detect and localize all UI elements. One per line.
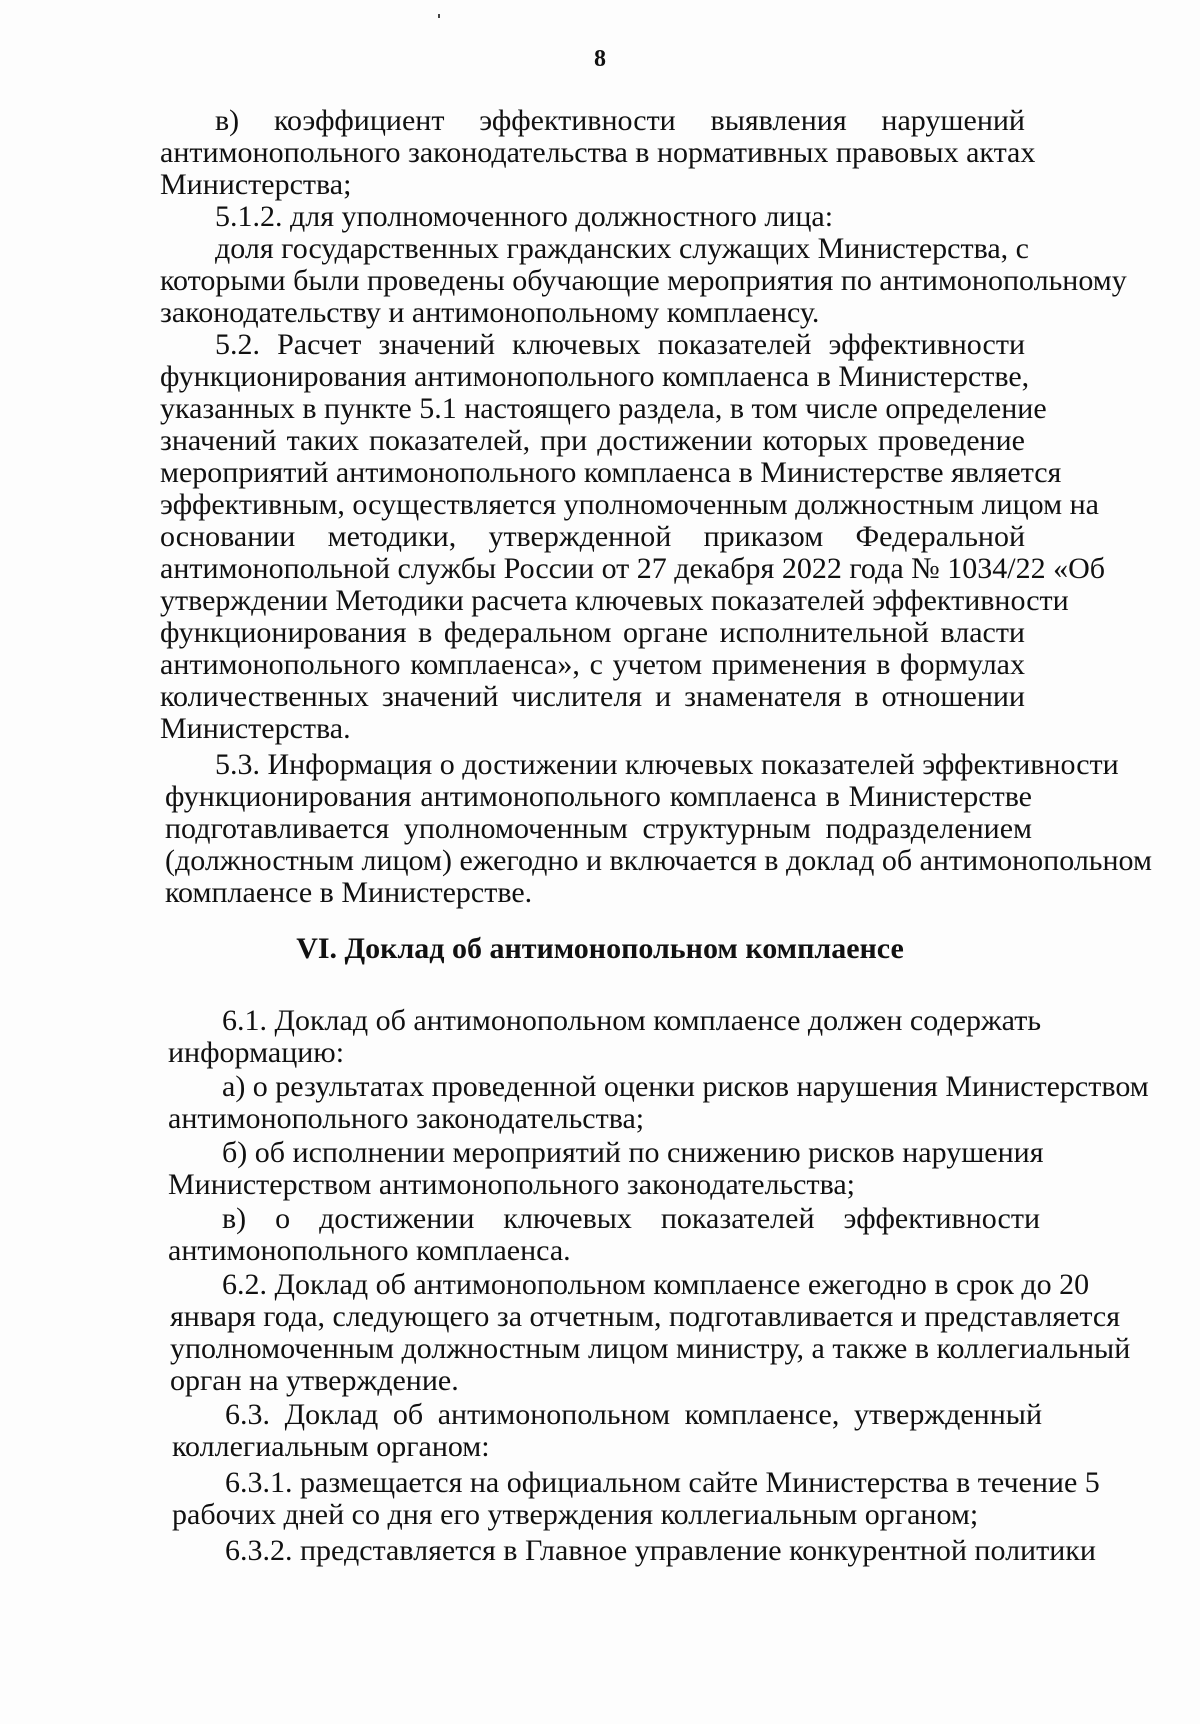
text-line: функционирования антимонопольного комплаенса в Министерстве	[165, 780, 1032, 813]
section-heading: VI. Доклад об антимонопольном комплаенсе	[296, 932, 904, 965]
text-line: 6.2. Доклад об антимонопольном комплаенсе ежегодно в срок до 20	[222, 1268, 1090, 1301]
text-line: орган на утверждение.	[170, 1364, 459, 1397]
text-line: функционирования антимонопольного комплаенса в Министерстве,	[160, 360, 1030, 393]
text-line: Министерством антимонопольного законодательства;	[168, 1168, 856, 1201]
text-line: которыми были проведены обучающие мероприятия по антимонопольному	[160, 264, 1127, 297]
text-line: января года, следующего за отчетным, подготавливается и представляется	[170, 1300, 1120, 1333]
text-line: антимонопольной службы России от 27 декабря 2022 года № 1034/22 «Об	[160, 552, 1106, 585]
text-line: 6.1. Доклад об антимонопольном комплаенсе должен содержать	[222, 1004, 1042, 1037]
text-line: утверждении Методики расчета ключевых показателей эффективности	[160, 584, 1069, 617]
text-line: 5.2. Расчет значений ключевых показателей эффективности	[215, 328, 1025, 361]
text-line: б) об исполнении мероприятий по снижению рисков нарушения	[222, 1136, 1044, 1169]
scan-speck	[438, 14, 440, 18]
text-line: указанных в пункте 5.1 настоящего раздела, в том числе определение	[160, 392, 1047, 425]
text-line: антимонопольного законодательства в нормативных правовых актах	[160, 136, 1036, 169]
text-line: основании методики, утвержденной приказом Федеральной	[160, 520, 1025, 553]
text-line: 5.1.2. для уполномоченного должностного лица:	[215, 200, 834, 233]
text-line: уполномоченным должностным лицом министру, а также в коллегиальный	[170, 1332, 1131, 1365]
text-line: антимонопольного комплаенса.	[168, 1234, 571, 1267]
text-line: в) коэффициент эффективности выявления нарушений	[215, 104, 1025, 137]
text-line: доля государственных гражданских служащих Министерства, с	[215, 232, 1029, 265]
text-line: информацию:	[168, 1036, 345, 1069]
text-line: антимонопольного комплаенса», с учетом применения в формулах	[160, 648, 1025, 681]
text-line: Министерства.	[160, 712, 351, 745]
text-line: Министерства;	[160, 168, 352, 201]
text-line: законодательству и антимонопольному комплаенсу.	[160, 296, 820, 329]
page-number: 8	[594, 46, 606, 72]
text-line: функционирования в федеральном органе исполнительной власти	[160, 616, 1025, 649]
text-line: (должностным лицом) ежегодно и включается в доклад об антимонопольном	[165, 844, 1152, 877]
text-line: значений таких показателей, при достижении которых проведение	[160, 424, 1025, 457]
text-line: в) о достижении ключевых показателей эффективности	[222, 1202, 1040, 1235]
text-line: количественных значений числителя и знаменателя в отношении	[160, 680, 1025, 713]
text-line: комплаенсе в Министерстве.	[165, 876, 533, 909]
text-line: 5.3. Информация о достижении ключевых показателей эффективности	[215, 748, 1119, 781]
text-line: эффективным, осуществляется уполномоченным должностным лицом на	[160, 488, 1099, 521]
text-line: коллегиальным органом:	[172, 1430, 490, 1463]
text-line: 6.3. Доклад об антимонопольном комплаенсе, утвержденный	[225, 1398, 1042, 1431]
text-line: мероприятий антимонопольного комплаенса в Министерстве является	[160, 456, 1062, 489]
text-line: 6.3.2. представляется в Главное управление конкурентной политики	[225, 1534, 1096, 1567]
text-line: а) о результатах проведенной оценки рисков нарушения Министерством	[222, 1070, 1149, 1103]
text-line: антимонопольного законодательства;	[168, 1102, 645, 1135]
text-line: 6.3.1. размещается на официальном сайте Министерства в течение 5	[225, 1466, 1100, 1499]
text-line: подготавливается уполномоченным структурным подразделением	[165, 812, 1032, 845]
text-line: рабочих дней со дня его утверждения коллегиальным органом;	[172, 1498, 979, 1531]
